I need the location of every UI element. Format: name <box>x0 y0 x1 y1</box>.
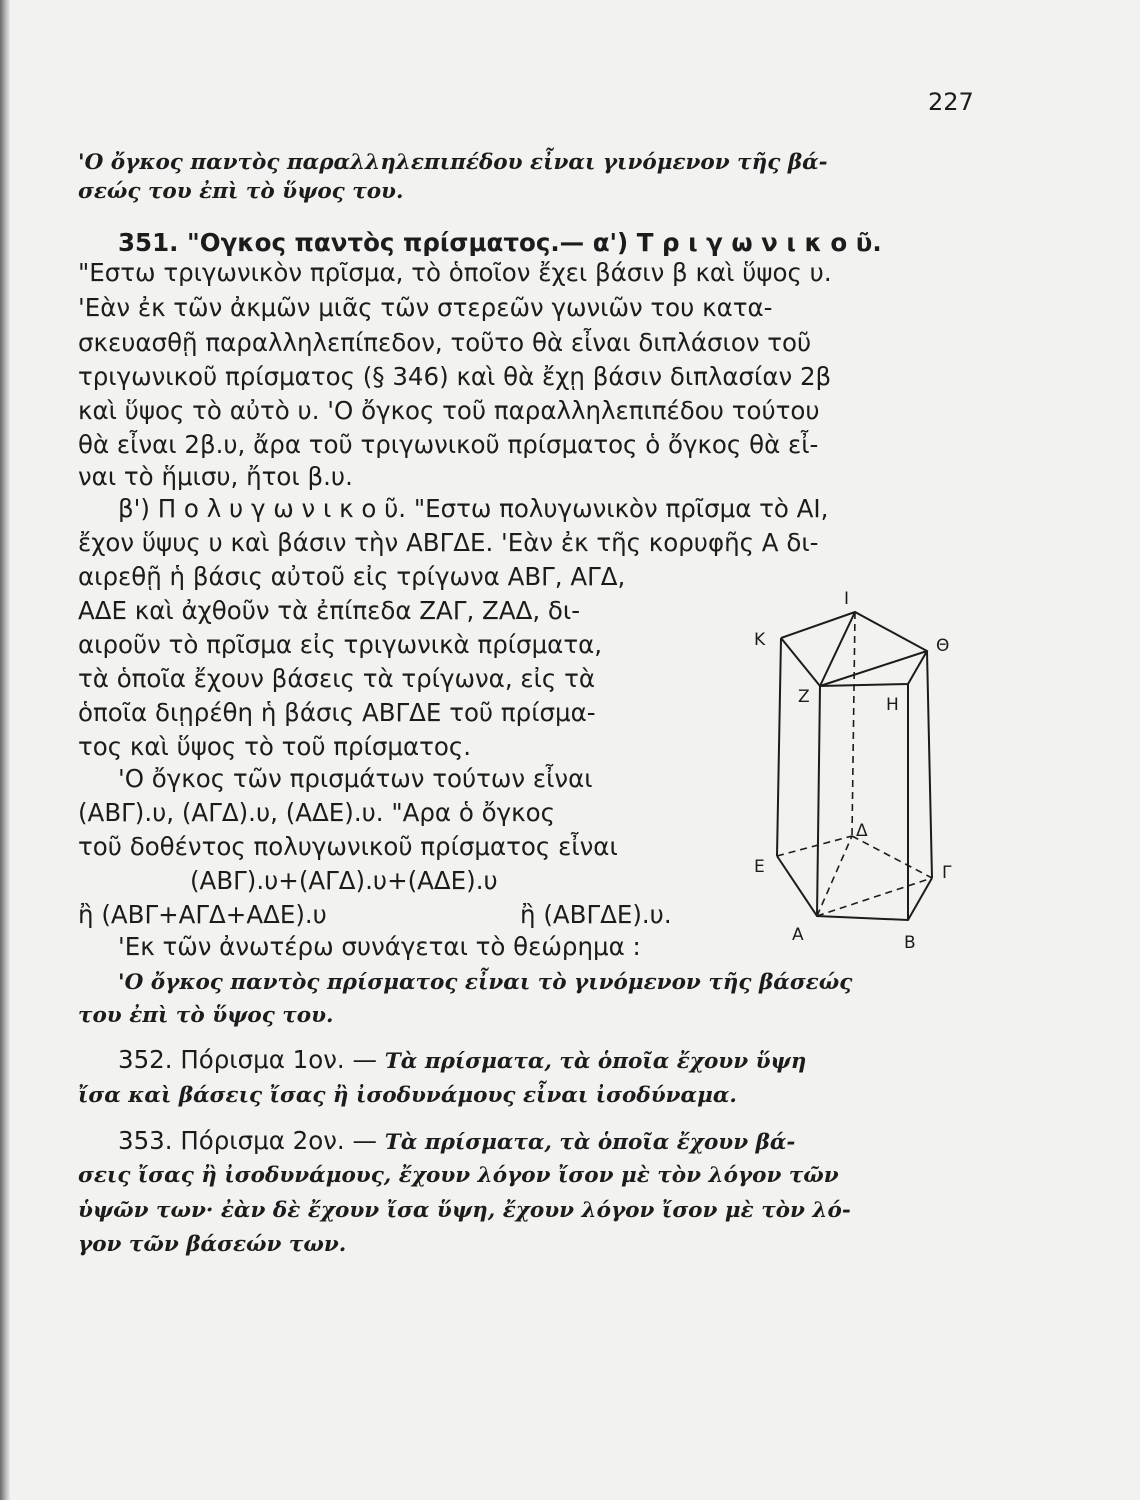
corollary-352-label: 352. Πόρισμα 1ον. — <box>118 1045 377 1074</box>
section-351-heading: 351. "Ογκος παντὸς πρίσματος.— α') Τ ρ ι γ ω ν ι κ ο ῦ. <box>118 228 882 257</box>
section-351-line: θὰ εἶναι 2β.υ, ἄρα τοῦ τριγωνικοῦ πρίσματος ὁ ὄγκος θὰ εἶ- <box>78 430 819 459</box>
polygonal-line: αιρεθῇ ἡ βάσις αὐτοῦ εἰς τρίγωνα ΑΒΓ, ΑΓΔ, <box>78 562 626 591</box>
polygonal-line: ΑΔΕ καὶ ἀχθοῦν τὰ ἐπίπεδα ΖΑΓ, ΖΑΔ, δι- <box>78 596 581 625</box>
prism-theorem-line-1: 'Ο ὄγκος παντὸς πρίσματος εἶναι τὸ γινόμενον τῆς βάσεώς <box>118 970 853 995</box>
label-I: Ι <box>844 589 850 609</box>
polygonal-line: 'Ο ὄγκος τῶν πρισμάτων τούτων εἶναι <box>118 764 593 793</box>
label-K: Κ <box>754 630 766 650</box>
conclusion-intro: 'Εκ τῶν ἀνωτέρω συνάγεται τὸ θεώρημα : <box>118 932 641 961</box>
section-351-line: σκευασθῇ παραλληλεπίπεδον, τοῦτο θὰ εἶναι διπλάσιον τοῦ <box>78 328 812 357</box>
section-351-line: "Εστω τριγωνικὸν πρῖσμα, τὸ ὁποῖον ἔχει βάσιν β καὶ ὕψος υ. <box>78 258 832 287</box>
prism-theorem-line-2: του ἐπὶ τὸ ὕψος του. <box>78 1003 334 1028</box>
top-theorem-line-2: σεώς του ἐπὶ τὸ ὕψος του. <box>78 179 404 204</box>
polygonal-line: τος καὶ ὕψος τὸ τοῦ πρίσματος. <box>78 732 472 761</box>
book-spine-shadow <box>0 0 10 1500</box>
top-theorem-line-1: 'Ο ὄγκος παντὸς παραλληλεπιπέδου εἶναι γινόμενον τῆς βά- <box>78 150 828 175</box>
polygonal-line: τοῦ δοθέντος πολυγωνικοῦ πρίσματος εἶναι <box>78 832 618 861</box>
corollary-353-line: ὑψῶν των· ἐὰν δὲ ἔχουν ἴσα ὕψη, ἔχουν λόγον ἴσον μὲ τὸν λό- <box>78 1198 851 1223</box>
corollary-353-label: 353. Πόρισμα 2ον. — <box>118 1126 377 1155</box>
volume-formula-2-right: ἢ (ΑΒΓΔΕ).υ. <box>520 900 672 929</box>
corollary-353-line: σεις ἴσας ἢ ἰσοδυνάμους, ἔχουν λόγον ἴσον μὲ τὸν λόγον τῶν <box>78 1163 839 1188</box>
label-Z: Ζ <box>798 687 810 707</box>
volume-formula-1: (ΑΒΓ).υ+(ΑΓΔ).υ+(ΑΔΕ).υ <box>190 866 498 895</box>
corollary-352 <box>118 1045 806 1077</box>
corollary-352-cont: ἴσα καὶ βάσεις ἴσας ἢ ἰσοδυνάμους εἶναι ἰσοδύναμα. <box>78 1083 737 1108</box>
label-Delta: Δ <box>856 821 868 841</box>
polygonal-line: τὰ ὁποῖα ἔχουν βάσεις τὰ τρίγωνα, εἰς τὰ <box>78 664 596 693</box>
volume-formula-2-left: ἢ (ΑΒΓ+ΑΓΔ+ΑΔΕ).υ <box>78 900 327 929</box>
section-351-line: 'Εὰν ἐκ τῶν ἀκμῶν μιᾶς τῶν στερεῶν γωνιῶν του κατα- <box>78 293 773 322</box>
polygonal-heading: β') Π ο λ υ γ ω ν ι κ ο ῦ. "Εστω πολυγωνικὸν πρῖσμα τὸ ΑΙ, <box>118 494 829 523</box>
section-351-line: καὶ ὕψος τὸ αὐτὸ υ. 'Ο ὄγκος τοῦ παραλληλεπιπέδου τούτου <box>78 396 820 425</box>
corollary-353-line: γον τῶν βάσεών των. <box>78 1232 347 1257</box>
polygonal-line: (ΑΒΓ).υ, (ΑΓΔ).υ, (ΑΔΕ).υ. "Αρα ὁ ὄγκος <box>78 798 555 827</box>
page-number: 227 <box>928 88 974 116</box>
label-Gamma: Γ <box>942 863 952 883</box>
corollary-353 <box>118 1126 795 1158</box>
corollary-353-text: Τὰ πρίσματα, τὰ ὁποῖα ἔχουν βά- <box>384 1130 796 1155</box>
label-E: Ε <box>754 857 765 877</box>
polygonal-line: αιροῦν τὸ πρῖσμα εἰς τριγωνικὰ πρίσματα, <box>78 630 603 659</box>
section-351-line: τριγωνικοῦ πρίσματος (§ 346) καὶ θὰ ἔχῃ βάσιν διπλασίαν 2β <box>78 362 832 391</box>
polygonal-line: ἔχον ὕψυς υ καὶ βάσιν τὴν ΑΒΓΔΕ. 'Εὰν ἐκ τῆς κορυφῆς Α δι- <box>78 528 819 557</box>
prism-figure <box>740 578 980 958</box>
section-351-line: ναι τὸ ἥμισυ, ἤτοι β.υ. <box>78 462 353 491</box>
corollary-352-text: Τὰ πρίσματα, τὰ ὁποῖα ἔχουν ὕψη <box>384 1049 807 1074</box>
label-H: Η <box>886 695 899 715</box>
label-Theta: Θ <box>936 636 950 656</box>
polygonal-line: ὁποῖα διῃρέθη ἡ βάσις ΑΒΓΔΕ τοῦ πρίσμα- <box>78 698 596 727</box>
label-A: Α <box>792 925 804 945</box>
label-B: Β <box>904 933 916 953</box>
